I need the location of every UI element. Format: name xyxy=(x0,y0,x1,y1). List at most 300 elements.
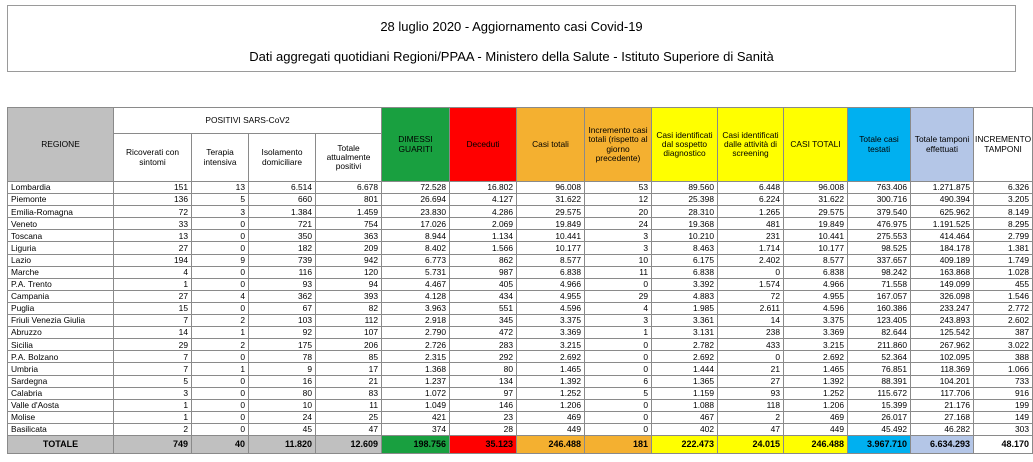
cell-deceduti: 292 xyxy=(450,351,517,363)
cell-incremento-tamponi: 3.205 xyxy=(974,194,1033,206)
region-name: Friuli Venezia Giulia xyxy=(8,315,114,327)
cell-terapia-intensiva: 5 xyxy=(192,194,249,206)
cell-tamponi: 6.634.293 xyxy=(911,435,974,453)
header-incremento-casi: Incremento casi totali (rispetto al giorno precedente) xyxy=(585,108,652,182)
region-name: Campania xyxy=(8,290,114,302)
cell-totale-positivi: 112 xyxy=(316,315,382,327)
cell-incremento-tamponi: 388 xyxy=(974,351,1033,363)
cell-deceduti: 862 xyxy=(450,254,517,266)
cell-casi-sospetto: 8.463 xyxy=(652,242,718,254)
cell-isolamento: 45 xyxy=(249,423,316,435)
cell-casi-totali: 1.465 xyxy=(517,363,585,375)
cell-tamponi: 125.542 xyxy=(911,327,974,339)
table-row xyxy=(8,411,1033,423)
cell-dimessi-guariti: 4.128 xyxy=(382,290,450,302)
cell-isolamento: 721 xyxy=(249,218,316,230)
cell-casi-sospetto: 4.883 xyxy=(652,290,718,302)
cell-casi-totali: 10.441 xyxy=(517,230,585,242)
cell-incremento-tamponi: 1.028 xyxy=(974,266,1033,278)
cell-dimessi-guariti: 2.790 xyxy=(382,327,450,339)
cell-terapia-intensiva: 40 xyxy=(192,435,249,453)
cell-dimessi-guariti: 72.528 xyxy=(382,182,450,194)
cell-casi-totali-2: 10.177 xyxy=(784,242,848,254)
cell-totale-positivi: 12.609 xyxy=(316,435,382,453)
region-name: Liguria xyxy=(8,242,114,254)
cell-terapia-intensiva: 0 xyxy=(192,278,249,290)
cell-incremento-tamponi: 1.546 xyxy=(974,290,1033,302)
cell-isolamento: 103 xyxy=(249,315,316,327)
cell-totale-positivi: 754 xyxy=(316,218,382,230)
table-row xyxy=(8,387,1033,399)
cell-casi-sospetto: 1.159 xyxy=(652,387,718,399)
cell-incremento-tamponi: 8.149 xyxy=(974,206,1033,218)
cell-casi-totali-2: 8.577 xyxy=(784,254,848,266)
cell-deceduti: 16.802 xyxy=(450,182,517,194)
cell-deceduti: 472 xyxy=(450,327,517,339)
cell-terapia-intensiva: 0 xyxy=(192,266,249,278)
cell-ricoverati: 3 xyxy=(114,387,192,399)
cell-casi-totali: 449 xyxy=(517,423,585,435)
cell-casi-testati: 763.406 xyxy=(848,182,911,194)
cell-dimessi-guariti: 198.756 xyxy=(382,435,450,453)
cell-tamponi: 243.893 xyxy=(911,315,974,327)
cell-casi-totali-2: 246.488 xyxy=(784,435,848,453)
cell-casi-totali-2: 4.955 xyxy=(784,290,848,302)
cell-casi-sospetto: 3.361 xyxy=(652,315,718,327)
cell-ricoverati: 7 xyxy=(114,315,192,327)
cell-casi-totali-2: 469 xyxy=(784,411,848,423)
cell-terapia-intensiva: 9 xyxy=(192,254,249,266)
cell-deceduti: 134 xyxy=(450,375,517,387)
cell-tamponi: 104.201 xyxy=(911,375,974,387)
table-row xyxy=(8,290,1033,302)
cell-incremento-casi: 0 xyxy=(585,423,652,435)
cell-dimessi-guariti: 6.773 xyxy=(382,254,450,266)
cell-incremento-casi: 0 xyxy=(585,399,652,411)
cell-deceduti: 4.286 xyxy=(450,206,517,218)
region-name: Sardegna xyxy=(8,375,114,387)
cell-incremento-casi: 24 xyxy=(585,218,652,230)
cell-dimessi-guariti: 8.944 xyxy=(382,230,450,242)
cell-casi-totali: 1.206 xyxy=(517,399,585,411)
cell-casi-testati: 3.967.710 xyxy=(848,435,911,453)
cell-incremento-tamponi: 733 xyxy=(974,375,1033,387)
cell-casi-screening: 231 xyxy=(718,230,784,242)
cell-casi-totali: 3.215 xyxy=(517,339,585,351)
cell-terapia-intensiva: 0 xyxy=(192,387,249,399)
cell-totale-positivi: 206 xyxy=(316,339,382,351)
cell-incremento-tamponi: 1.749 xyxy=(974,254,1033,266)
cell-casi-totali: 31.622 xyxy=(517,194,585,206)
cell-ricoverati: 13 xyxy=(114,230,192,242)
cell-dimessi-guariti: 23.830 xyxy=(382,206,450,218)
cell-casi-screening: 24.015 xyxy=(718,435,784,453)
cell-tamponi: 267.962 xyxy=(911,339,974,351)
cell-casi-totali-2: 4.596 xyxy=(784,302,848,314)
cell-casi-totali-2: 449 xyxy=(784,423,848,435)
header-casi-screening: Casi identificati dalle attività di screening xyxy=(718,108,784,182)
cell-isolamento: 24 xyxy=(249,411,316,423)
cell-casi-sospetto: 467 xyxy=(652,411,718,423)
cell-deceduti: 1.134 xyxy=(450,230,517,242)
cell-ricoverati: 27 xyxy=(114,290,192,302)
cell-tamponi: 409.189 xyxy=(911,254,974,266)
cell-terapia-intensiva: 2 xyxy=(192,315,249,327)
cell-incremento-casi: 5 xyxy=(585,387,652,399)
cell-incremento-tamponi: 2.799 xyxy=(974,230,1033,242)
cell-casi-totali: 4.966 xyxy=(517,278,585,290)
cell-dimessi-guariti: 3.963 xyxy=(382,302,450,314)
cell-casi-sospetto: 1.985 xyxy=(652,302,718,314)
header-casi-totali-2: CASI TOTALI xyxy=(784,108,848,182)
cell-tamponi: 27.168 xyxy=(911,411,974,423)
cell-terapia-intensiva: 0 xyxy=(192,242,249,254)
cell-totale-positivi: 1.459 xyxy=(316,206,382,218)
cell-dimessi-guariti: 1.049 xyxy=(382,399,450,411)
cell-tamponi: 149.099 xyxy=(911,278,974,290)
region-name: P.A. Bolzano xyxy=(8,351,114,363)
cell-ricoverati: 27 xyxy=(114,242,192,254)
cell-casi-sospetto: 1.088 xyxy=(652,399,718,411)
cell-totale-positivi: 120 xyxy=(316,266,382,278)
cell-casi-sospetto: 3.392 xyxy=(652,278,718,290)
cell-casi-testati: 82.644 xyxy=(848,327,911,339)
cell-casi-screening: 47 xyxy=(718,423,784,435)
cell-terapia-intensiva: 0 xyxy=(192,302,249,314)
cell-ricoverati: 151 xyxy=(114,182,192,194)
cell-deceduti: 987 xyxy=(450,266,517,278)
table-row xyxy=(8,218,1033,230)
table-row xyxy=(8,242,1033,254)
cell-terapia-intensiva: 13 xyxy=(192,182,249,194)
cell-terapia-intensiva: 0 xyxy=(192,218,249,230)
cell-casi-totali: 3.375 xyxy=(517,315,585,327)
cell-ricoverati: 1 xyxy=(114,399,192,411)
cell-totale-positivi: 21 xyxy=(316,375,382,387)
cell-tamponi: 184.178 xyxy=(911,242,974,254)
cell-incremento-tamponi: 2.772 xyxy=(974,302,1033,314)
cell-totale-positivi: 107 xyxy=(316,327,382,339)
cell-ricoverati: 749 xyxy=(114,435,192,453)
cell-ricoverati: 1 xyxy=(114,411,192,423)
cell-casi-totali: 8.577 xyxy=(517,254,585,266)
cell-deceduti: 345 xyxy=(450,315,517,327)
cell-casi-totali-2: 6.838 xyxy=(784,266,848,278)
header-isolamento: Isolamento domiciliare xyxy=(249,134,316,182)
cell-casi-screening: 27 xyxy=(718,375,784,387)
cell-casi-sospetto: 19.368 xyxy=(652,218,718,230)
cell-ricoverati: 194 xyxy=(114,254,192,266)
cell-casi-screening: 0 xyxy=(718,266,784,278)
cell-totale-positivi: 85 xyxy=(316,351,382,363)
cell-casi-testati: 167.057 xyxy=(848,290,911,302)
cell-casi-totali: 19.849 xyxy=(517,218,585,230)
cell-incremento-casi: 10 xyxy=(585,254,652,266)
cell-casi-screening: 1.265 xyxy=(718,206,784,218)
region-name: Abruzzo xyxy=(8,327,114,339)
cell-deceduti: 551 xyxy=(450,302,517,314)
cell-incremento-casi: 1 xyxy=(585,327,652,339)
cell-totale-positivi: 47 xyxy=(316,423,382,435)
cell-totale-positivi: 11 xyxy=(316,399,382,411)
cell-tamponi: 326.098 xyxy=(911,290,974,302)
cell-incremento-casi: 0 xyxy=(585,411,652,423)
cell-terapia-intensiva: 0 xyxy=(192,230,249,242)
cell-isolamento: 362 xyxy=(249,290,316,302)
cell-incremento-tamponi: 387 xyxy=(974,327,1033,339)
cell-incremento-tamponi: 3.022 xyxy=(974,339,1033,351)
cell-casi-screening: 2.402 xyxy=(718,254,784,266)
cell-casi-totali: 6.838 xyxy=(517,266,585,278)
cell-casi-sospetto: 222.473 xyxy=(652,435,718,453)
cell-incremento-casi: 3 xyxy=(585,315,652,327)
region-name: Calabria xyxy=(8,387,114,399)
table-body xyxy=(8,182,1033,454)
cell-dimessi-guariti: 2.315 xyxy=(382,351,450,363)
header-casi-testati: Totale casi testati xyxy=(848,108,911,182)
cell-casi-totali: 29.575 xyxy=(517,206,585,218)
header-terapia-intensiva: Terapia intensiva xyxy=(192,134,249,182)
cell-casi-testati: 300.716 xyxy=(848,194,911,206)
cell-tamponi: 1.191.525 xyxy=(911,218,974,230)
table-row xyxy=(8,206,1033,218)
cell-dimessi-guariti: 1.072 xyxy=(382,387,450,399)
cell-incremento-tamponi: 8.295 xyxy=(974,218,1033,230)
cell-incremento-tamponi: 916 xyxy=(974,387,1033,399)
page-subtitle: Dati aggregati quotidiani Regioni/PPAA - Ministero della Salute - Istituto Superiore di Sanità xyxy=(249,49,774,64)
cell-casi-sospetto: 1.365 xyxy=(652,375,718,387)
header-casi-totali: Casi totali xyxy=(517,108,585,182)
cell-dimessi-guariti: 2.726 xyxy=(382,339,450,351)
cell-totale-positivi: 942 xyxy=(316,254,382,266)
cell-tamponi: 625.962 xyxy=(911,206,974,218)
cell-casi-testati: 98.242 xyxy=(848,266,911,278)
header-casi-sospetto: Casi identificati dal sospetto diagnostico xyxy=(652,108,718,182)
cell-casi-sospetto: 6.838 xyxy=(652,266,718,278)
cell-casi-screening: 433 xyxy=(718,339,784,351)
cell-casi-totali: 4.596 xyxy=(517,302,585,314)
cell-totale-positivi: 393 xyxy=(316,290,382,302)
page-title: 28 luglio 2020 - Aggiornamento casi Covid-19 xyxy=(380,19,643,34)
cell-casi-screening: 2 xyxy=(718,411,784,423)
cell-casi-testati: 211.860 xyxy=(848,339,911,351)
cell-deceduti: 146 xyxy=(450,399,517,411)
table-row xyxy=(8,230,1033,242)
table-row xyxy=(8,375,1033,387)
cell-tamponi: 118.369 xyxy=(911,363,974,375)
table-row xyxy=(8,363,1033,375)
cell-casi-testati: 52.364 xyxy=(848,351,911,363)
cell-casi-screening: 118 xyxy=(718,399,784,411)
cell-casi-sospetto: 2.782 xyxy=(652,339,718,351)
cell-casi-totali: 2.692 xyxy=(517,351,585,363)
cell-casi-sospetto: 25.398 xyxy=(652,194,718,206)
cell-terapia-intensiva: 3 xyxy=(192,206,249,218)
cell-incremento-tamponi: 2.602 xyxy=(974,315,1033,327)
cell-casi-testati: 98.525 xyxy=(848,242,911,254)
total-row xyxy=(8,435,1033,453)
cell-casi-sospetto: 3.131 xyxy=(652,327,718,339)
cell-totale-positivi: 801 xyxy=(316,194,382,206)
cell-isolamento: 78 xyxy=(249,351,316,363)
table-row xyxy=(8,266,1033,278)
cell-incremento-tamponi: 1.381 xyxy=(974,242,1033,254)
cell-incremento-tamponi: 455 xyxy=(974,278,1033,290)
cell-dimessi-guariti: 17.026 xyxy=(382,218,450,230)
cell-casi-totali: 246.488 xyxy=(517,435,585,453)
cell-terapia-intensiva: 2 xyxy=(192,339,249,351)
cell-casi-sospetto: 1.444 xyxy=(652,363,718,375)
cell-deceduti: 97 xyxy=(450,387,517,399)
cell-tamponi: 102.095 xyxy=(911,351,974,363)
header-ricoverati: Ricoverati con sintomi xyxy=(114,134,192,182)
table-row xyxy=(8,423,1033,435)
cell-deceduti: 434 xyxy=(450,290,517,302)
cell-casi-screening: 2.611 xyxy=(718,302,784,314)
region-name: Piemonte xyxy=(8,194,114,206)
cell-casi-screening: 0 xyxy=(718,351,784,363)
header-deceduti: Deceduti xyxy=(450,108,517,182)
cell-deceduti: 283 xyxy=(450,339,517,351)
cell-terapia-intensiva: 1 xyxy=(192,363,249,375)
total-label: TOTALE xyxy=(8,435,114,453)
cell-isolamento: 93 xyxy=(249,278,316,290)
cell-casi-totali-2: 1.206 xyxy=(784,399,848,411)
cell-incremento-tamponi: 149 xyxy=(974,411,1033,423)
covid-data-table xyxy=(7,107,1033,454)
table-row xyxy=(8,182,1033,194)
cell-isolamento: 182 xyxy=(249,242,316,254)
cell-casi-screening: 6.448 xyxy=(718,182,784,194)
cell-incremento-casi: 3 xyxy=(585,242,652,254)
header-incremento-tamponi: INCREMENTO TAMPONI xyxy=(974,108,1033,182)
cell-casi-testati: 71.558 xyxy=(848,278,911,290)
region-name: Sicilia xyxy=(8,339,114,351)
cell-terapia-intensiva: 0 xyxy=(192,411,249,423)
header-dimessi-guariti: DIMESSI GUARITI xyxy=(382,108,450,182)
cell-totale-positivi: 363 xyxy=(316,230,382,242)
cell-terapia-intensiva: 0 xyxy=(192,399,249,411)
region-name: Lombardia xyxy=(8,182,114,194)
cell-casi-totali: 1.252 xyxy=(517,387,585,399)
header-totale-positivi: Totale attualmente positivi xyxy=(316,134,382,182)
region-name: Veneto xyxy=(8,218,114,230)
region-name: Valle d'Aosta xyxy=(8,399,114,411)
table-row xyxy=(8,315,1033,327)
cell-casi-testati: 275.553 xyxy=(848,230,911,242)
cell-isolamento: 10 xyxy=(249,399,316,411)
cell-casi-totali-2: 1.252 xyxy=(784,387,848,399)
cell-deceduti: 1.566 xyxy=(450,242,517,254)
table-row xyxy=(8,194,1033,206)
cell-casi-totali-2: 3.369 xyxy=(784,327,848,339)
region-name: P.A. Trento xyxy=(8,278,114,290)
cell-casi-screening: 93 xyxy=(718,387,784,399)
cell-tamponi: 1.271.875 xyxy=(911,182,974,194)
cell-totale-positivi: 209 xyxy=(316,242,382,254)
cell-tamponi: 233.247 xyxy=(911,302,974,314)
cell-incremento-tamponi: 48.170 xyxy=(974,435,1033,453)
cell-casi-testati: 15.399 xyxy=(848,399,911,411)
title-box xyxy=(7,5,1016,72)
cell-tamponi: 117.706 xyxy=(911,387,974,399)
cell-casi-totali-2: 4.966 xyxy=(784,278,848,290)
cell-casi-sospetto: 28.310 xyxy=(652,206,718,218)
cell-tamponi: 490.394 xyxy=(911,194,974,206)
cell-dimessi-guariti: 1.368 xyxy=(382,363,450,375)
cell-isolamento: 80 xyxy=(249,387,316,399)
cell-ricoverati: 4 xyxy=(114,266,192,278)
cell-totale-positivi: 82 xyxy=(316,302,382,314)
cell-casi-totali-2: 31.622 xyxy=(784,194,848,206)
cell-casi-testati: 337.657 xyxy=(848,254,911,266)
region-name: Toscana xyxy=(8,230,114,242)
cell-casi-totali-2: 29.575 xyxy=(784,206,848,218)
cell-dimessi-guariti: 2.918 xyxy=(382,315,450,327)
cell-incremento-casi: 4 xyxy=(585,302,652,314)
cell-totale-positivi: 83 xyxy=(316,387,382,399)
cell-casi-testati: 45.492 xyxy=(848,423,911,435)
table-row xyxy=(8,339,1033,351)
cell-isolamento: 116 xyxy=(249,266,316,278)
cell-incremento-casi: 0 xyxy=(585,351,652,363)
cell-dimessi-guariti: 4.467 xyxy=(382,278,450,290)
table-row xyxy=(8,302,1033,314)
cell-casi-sospetto: 10.210 xyxy=(652,230,718,242)
cell-casi-sospetto: 89.560 xyxy=(652,182,718,194)
cell-deceduti: 2.069 xyxy=(450,218,517,230)
cell-isolamento: 350 xyxy=(249,230,316,242)
cell-casi-totali: 1.392 xyxy=(517,375,585,387)
cell-casi-testati: 476.975 xyxy=(848,218,911,230)
region-name: Molise xyxy=(8,411,114,423)
cell-dimessi-guariti: 374 xyxy=(382,423,450,435)
cell-isolamento: 6.514 xyxy=(249,182,316,194)
cell-ricoverati: 7 xyxy=(114,351,192,363)
region-name: Puglia xyxy=(8,302,114,314)
cell-incremento-casi: 0 xyxy=(585,363,652,375)
cell-tamponi: 163.868 xyxy=(911,266,974,278)
cell-isolamento: 11.820 xyxy=(249,435,316,453)
table-row xyxy=(8,399,1033,411)
cell-casi-testati: 379.540 xyxy=(848,206,911,218)
cell-dimessi-guariti: 421 xyxy=(382,411,450,423)
cell-terapia-intensiva: 4 xyxy=(192,290,249,302)
cell-casi-totali-2: 1.465 xyxy=(784,363,848,375)
cell-tamponi: 46.282 xyxy=(911,423,974,435)
cell-isolamento: 175 xyxy=(249,339,316,351)
cell-terapia-intensiva: 0 xyxy=(192,423,249,435)
cell-casi-totali-2: 10.441 xyxy=(784,230,848,242)
cell-casi-testati: 88.391 xyxy=(848,375,911,387)
cell-casi-totali-2: 1.392 xyxy=(784,375,848,387)
cell-incremento-casi: 0 xyxy=(585,339,652,351)
cell-isolamento: 9 xyxy=(249,363,316,375)
cell-dimessi-guariti: 5.731 xyxy=(382,266,450,278)
cell-incremento-tamponi: 199 xyxy=(974,399,1033,411)
cell-incremento-casi: 6 xyxy=(585,375,652,387)
cell-ricoverati: 72 xyxy=(114,206,192,218)
cell-casi-testati: 76.851 xyxy=(848,363,911,375)
cell-incremento-casi: 3 xyxy=(585,230,652,242)
cell-incremento-casi: 11 xyxy=(585,266,652,278)
cell-incremento-tamponi: 6.326 xyxy=(974,182,1033,194)
region-name: Marche xyxy=(8,266,114,278)
cell-deceduti: 35.123 xyxy=(450,435,517,453)
cell-casi-testati: 26.017 xyxy=(848,411,911,423)
cell-ricoverati: 5 xyxy=(114,375,192,387)
cell-incremento-tamponi: 303 xyxy=(974,423,1033,435)
